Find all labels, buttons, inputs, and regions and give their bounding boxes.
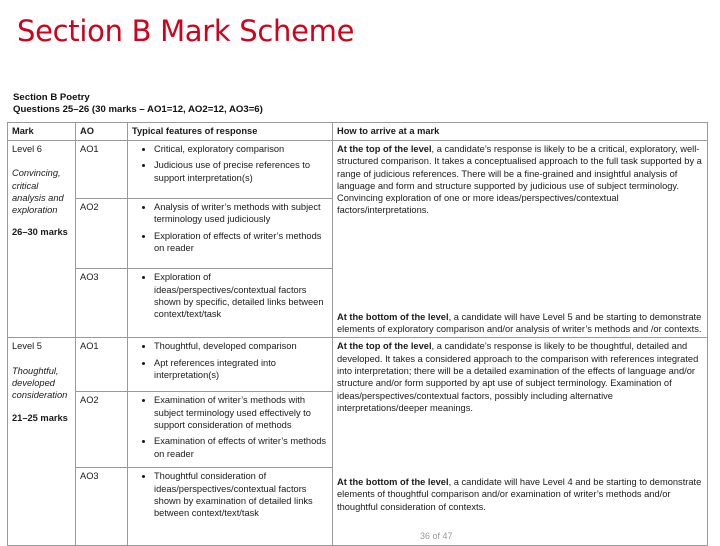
level6-ao2-features [128, 198, 333, 268]
level6-ao3-features [128, 269, 333, 338]
list-item: • Exploration of effects of writer’s methods on reader [154, 230, 328, 255]
level5-ao3: AO3 [76, 468, 128, 546]
level6-top-lead: At the top of the level [337, 144, 432, 154]
level6-marks: 26–30 marks [12, 227, 68, 238]
header-ao: AO [76, 123, 128, 141]
table-row [8, 141, 708, 199]
level5-ao1: AO1 [76, 338, 128, 392]
mark-scheme-table [7, 122, 708, 546]
level5-marks: 21–25 marks [12, 412, 68, 423]
level6-bottom-lead: At the bottom of the level [337, 311, 449, 322]
level6-bottom-text: , a candidate will have Level 5 and be starting to demonstrate elements of exploratory comparison and/or analysis of writer’s methods and /or contexts. [337, 311, 702, 335]
level6-mark-cell [8, 141, 76, 338]
level6-ao2: AO2 [76, 198, 128, 268]
list-item: • Analysis of writer’s methods with subject terminology used judiciously [154, 201, 328, 226]
header-arrive: How to arrive at a mark [333, 123, 708, 141]
level5-bottom-text: , a candidate will have Level 4 and be starting to demonstrate elements of thoughtful comparison and/or examination of writer’s methods and/or thoughtful consideration of contexts. [337, 477, 702, 512]
list-item: • Thoughtful consideration of ideas/perspectives/contextual factors shown by examination of detailed links between context/text/task [154, 470, 328, 519]
document-header [7, 92, 337, 116]
page-number: 36 of 47 [420, 531, 453, 541]
level5-top-lead: At the top of the level [337, 341, 432, 352]
level6-ao1-features [128, 141, 333, 199]
level6-name: Level 6 [12, 144, 42, 154]
header-features: Typical features of response [128, 123, 333, 141]
level5-ao2: AO2 [76, 392, 128, 468]
level6-arrive-cell [333, 141, 708, 338]
header-mark: Mark [8, 123, 76, 141]
level6-top-text: , a candidate’s response is likely to be a critical, exploratory, well-structured comparison. It takes a conceptualised approach to the full task supported by a range of judicious references. There will be a fine-grained and insightful analysis of language and form and structure supported by judicious use of subject terminology. Convincing exploration of one or more ideas/perspectives/contextual factors/interpretations. [337, 144, 702, 216]
level5-ao2-features [128, 392, 333, 468]
level5-mark-cell [8, 338, 76, 546]
level5-description: Thoughtful, developed consideration [12, 365, 68, 401]
document-heading: Section B Poetry [13, 92, 90, 103]
level6-ao3: AO3 [76, 269, 128, 338]
list-item: • Examination of effects of writer’s methods on reader [154, 435, 328, 460]
list-item: • Examination of writer’s methods with subject terminology used effectively to support consideration of methods [154, 394, 328, 431]
level5-ao3-features [128, 468, 333, 546]
list-item: • Apt references integrated into interpretation(s) [154, 357, 328, 382]
table-header-row [8, 123, 708, 141]
table-row [8, 338, 708, 392]
list-item: • Exploration of ideas/perspectives/contextual factors shown by specific, detailed links between context/text/task [154, 271, 328, 320]
list-item: • Thoughtful, developed comparison [154, 340, 328, 352]
level5-top-text: , a candidate’s response is likely to be thoughtful, detailed and developed. It takes a considered approach to the comparison with references integrated into interpretation; there will be a detailed examination of the effects of language and/or structure and/or form supported by apt use of subject terminology. Examination of ideas/perspectives/contextual factors, possibly including alternative interpretations/deeper meanings. [337, 341, 699, 413]
level5-arrive-cell [333, 338, 708, 546]
level6-description: Convincing, critical analysis and exploration [12, 168, 64, 216]
list-item: • Critical, exploratory comparison [154, 143, 328, 155]
level5-ao1-features [128, 338, 333, 392]
document-subheading: Questions 25–26 (30 marks – AO1=12, AO2=12, AO3=6) [13, 104, 263, 115]
list-item: • Judicious use of precise references to support interpretation(s) [154, 159, 328, 184]
level5-name: Level 5 [12, 341, 42, 352]
level5-bottom-lead: At the bottom of the level [337, 477, 449, 488]
level6-ao1: AO1 [76, 141, 128, 199]
slide-title: Section B Mark Scheme [17, 14, 355, 48]
